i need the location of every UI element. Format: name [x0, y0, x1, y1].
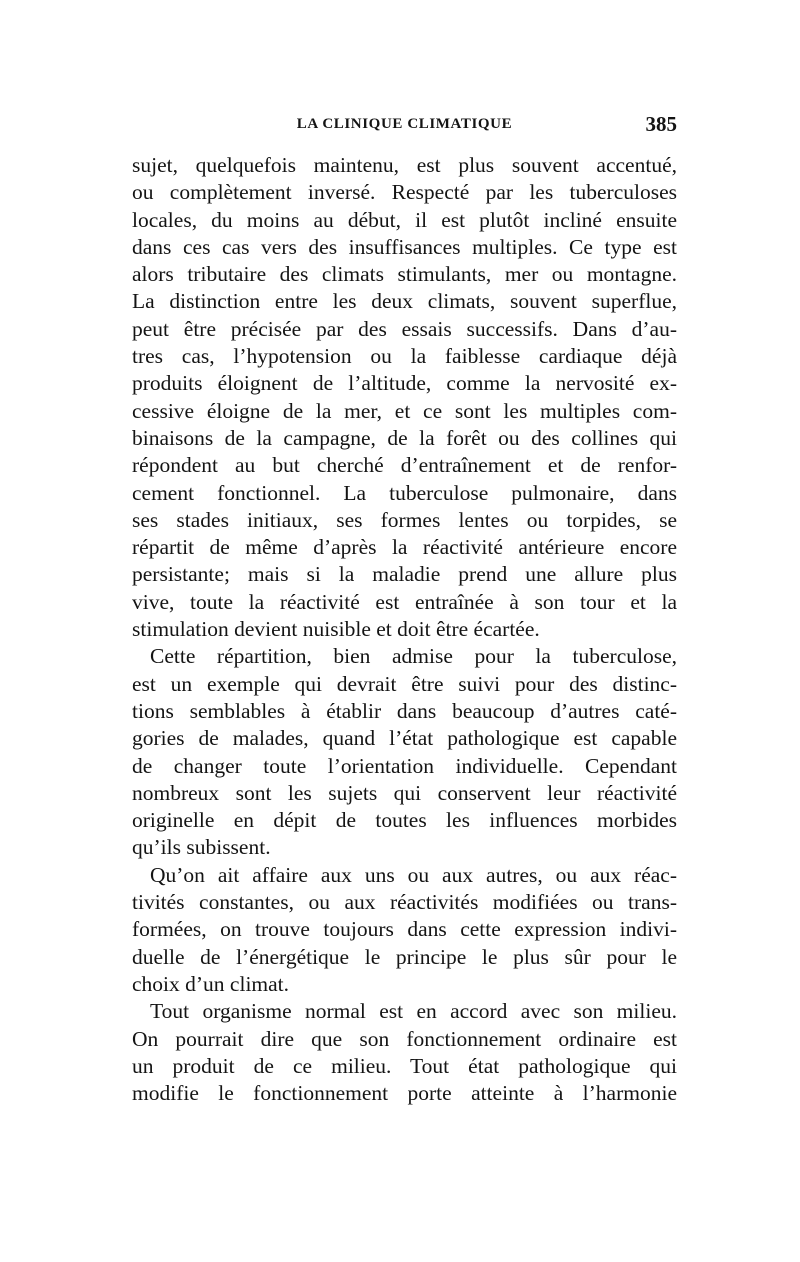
text-line: tres cas, l’hypotension ou la faiblesse cardiaque déjà	[132, 344, 677, 369]
text-line: ses stades initiaux, ses formes lentes ou torpides, se	[132, 507, 677, 532]
body-text	[132, 152, 677, 1107]
text-line: est un exemple qui devrait être suivi pour des distinc-	[132, 671, 677, 696]
page-number: 385	[645, 112, 677, 136]
text-line: qu’ils subissent.	[132, 835, 271, 860]
text-line: modifie le fonctionnement porte atteinte à l’harmonie	[132, 1081, 677, 1106]
text-line: formées, on trouve toujours dans cette expression indivi-	[132, 917, 677, 942]
text-line: Qu’on ait affaire aux uns ou aux autres, ou aux réac-	[150, 862, 677, 887]
text-line: tivités constantes, ou aux réactivités modifiées ou trans-	[132, 890, 677, 915]
text-line: produits éloignent de l’altitude, comme la nervosité ex-	[132, 371, 677, 396]
text-line: tions semblables à établir dans beaucoup d’autres caté-	[132, 698, 677, 723]
text-line: vive, toute la réactivité est entraînée à son tour et la	[132, 589, 677, 614]
text-line: originelle en dépit de toutes les influences morbides	[132, 808, 677, 833]
running-head	[132, 110, 677, 138]
text-line: binaisons de la campagne, de la forêt ou des collines qui	[132, 425, 677, 450]
text-line: de changer toute l’orientation individuelle. Cependant	[132, 753, 677, 778]
text-line: Tout organisme normal est en accord avec son milieu.	[150, 999, 677, 1024]
running-title: LA CLINIQUE CLIMATIQUE	[296, 116, 513, 132]
text-line: gories de malades, quand l’état pathologique est capable	[132, 726, 677, 751]
text-line: stimulation devient nuisible et doit être écartée.	[132, 617, 540, 642]
text-line: peut être précisée par des essais successifs. Dans d’au-	[132, 316, 677, 341]
text-line: persistante; mais si la maladie prend une allure plus	[132, 562, 677, 587]
text-line: répondent au but cherché d’entraînement et de renfor-	[132, 453, 677, 478]
text-line: On pourrait dire que son fonctionnement ordinaire est	[132, 1026, 677, 1051]
text-line: nombreux sont les sujets qui conservent leur réactivité	[132, 780, 677, 805]
text-line: choix d’un climat.	[132, 971, 290, 996]
text-line: répartit de même d’après la réactivité antérieure encore	[132, 535, 677, 560]
text-line: un produit de ce milieu. Tout état pathologique qui	[132, 1053, 677, 1078]
text-line: cement fonctionnel. La tuberculose pulmonaire, dans	[132, 480, 677, 505]
text-line: La distinction entre les deux climats, souvent superflue,	[132, 289, 677, 314]
text-line: locales, du moins au début, il est plutôt incliné ensuite	[132, 207, 677, 232]
text-line: cessive éloigne de la mer, et ce sont les multiples com-	[132, 398, 677, 423]
text-line: sujet, quelquefois maintenu, est plus souvent accentué,	[132, 153, 677, 177]
text-line: duelle de l’énergétique le principe le plus sûr pour le	[132, 944, 677, 969]
text-line: alors tributaire des climats stimulants, mer ou montagne.	[132, 262, 677, 287]
text-line: Cette répartition, bien admise pour la tuberculose,	[150, 644, 677, 669]
text-line: dans ces cas vers des insuffisances multiples. Ce type est	[132, 234, 677, 259]
text-line: ou complètement inversé. Respecté par les tuberculoses	[132, 180, 677, 205]
